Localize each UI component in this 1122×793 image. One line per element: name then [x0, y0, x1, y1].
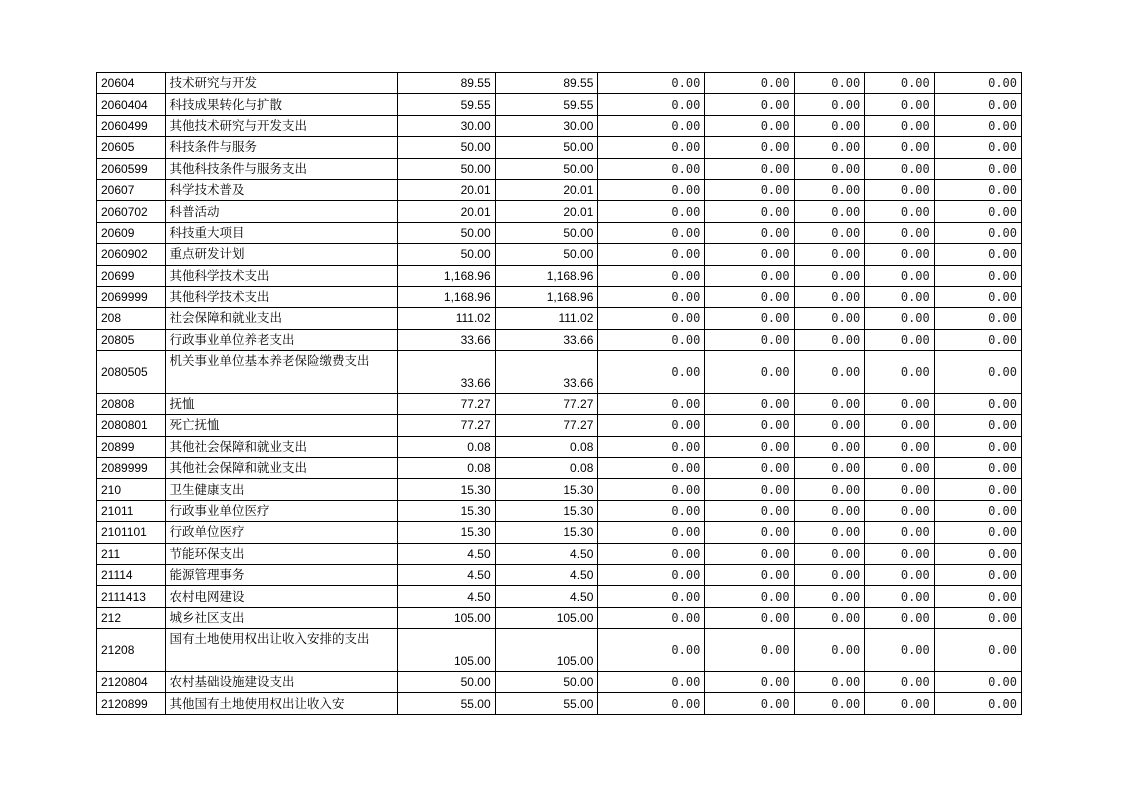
- subject-name-cell: 其他技术研究与开发支出: [165, 115, 398, 136]
- other-fund-cell: 0.00: [598, 265, 705, 286]
- total-amount-cell: 50.00: [398, 137, 496, 158]
- subject-name-cell: 行政事业单位养老支出: [165, 329, 398, 350]
- fiscal-amount-cell: 105.00: [495, 607, 598, 628]
- other-fund-cell: 0.00: [934, 607, 1021, 628]
- subject-code-cell: 2111413: [97, 586, 166, 607]
- other-fund-cell: 0.00: [934, 393, 1021, 414]
- other-fund-cell: 0.00: [865, 500, 935, 521]
- subject-name-cell: 其他科学技术支出: [165, 286, 398, 307]
- other-fund-cell: 0.00: [598, 436, 705, 457]
- other-fund-cell: 0.00: [865, 629, 935, 672]
- other-fund-cell: 0.00: [934, 458, 1021, 479]
- fiscal-amount-cell: 20.01: [495, 179, 598, 200]
- subject-code-cell: 20808: [97, 393, 166, 414]
- other-fund-cell: 0.00: [598, 393, 705, 414]
- other-fund-cell: 0.00: [934, 158, 1021, 179]
- other-fund-cell: 0.00: [794, 158, 865, 179]
- table-row: [97, 436, 1022, 457]
- other-fund-cell: 0.00: [794, 115, 865, 136]
- subject-code-cell: 20604: [97, 73, 166, 94]
- total-amount-cell: 105.00: [398, 629, 496, 672]
- other-fund-cell: 0.00: [794, 565, 865, 586]
- table-row: [97, 286, 1022, 307]
- table-row: [97, 415, 1022, 436]
- subject-name-cell: 卫生健康支出: [165, 479, 398, 500]
- other-fund-cell: 0.00: [794, 479, 865, 500]
- subject-code-cell: 208: [97, 308, 166, 329]
- table-row: [97, 629, 1022, 672]
- other-fund-cell: 0.00: [598, 415, 705, 436]
- other-fund-cell: 0.00: [794, 137, 865, 158]
- other-fund-cell: 0.00: [598, 671, 705, 692]
- other-fund-cell: 0.00: [794, 693, 865, 714]
- other-fund-cell: 0.00: [794, 522, 865, 543]
- subject-name-cell: 科技重大项目: [165, 222, 398, 243]
- other-fund-cell: 0.00: [705, 308, 794, 329]
- other-fund-cell: 0.00: [598, 73, 705, 94]
- fiscal-amount-cell: 4.50: [495, 565, 598, 586]
- fiscal-amount-cell: 50.00: [495, 158, 598, 179]
- other-fund-cell: 0.00: [705, 73, 794, 94]
- other-fund-cell: 0.00: [705, 179, 794, 200]
- subject-code-cell: 2060702: [97, 201, 166, 222]
- other-fund-cell: 0.00: [705, 565, 794, 586]
- other-fund-cell: 0.00: [598, 500, 705, 521]
- subject-name-cell: 农村电网建设: [165, 586, 398, 607]
- table-row: [97, 244, 1022, 265]
- subject-name-cell: 节能环保支出: [165, 543, 398, 564]
- other-fund-cell: 0.00: [598, 479, 705, 500]
- other-fund-cell: 0.00: [705, 543, 794, 564]
- subject-name-cell: 城乡社区支出: [165, 607, 398, 628]
- other-fund-cell: 0.00: [865, 308, 935, 329]
- total-amount-cell: 77.27: [398, 415, 496, 436]
- other-fund-cell: 0.00: [794, 244, 865, 265]
- total-amount-cell: 50.00: [398, 222, 496, 243]
- other-fund-cell: 0.00: [705, 415, 794, 436]
- other-fund-cell: 0.00: [865, 137, 935, 158]
- other-fund-cell: 0.00: [865, 671, 935, 692]
- other-fund-cell: 0.00: [794, 607, 865, 628]
- other-fund-cell: 0.00: [705, 137, 794, 158]
- other-fund-cell: 0.00: [865, 351, 935, 394]
- other-fund-cell: 0.00: [934, 565, 1021, 586]
- other-fund-cell: 0.00: [598, 137, 705, 158]
- total-amount-cell: 111.02: [398, 308, 496, 329]
- other-fund-cell: 0.00: [598, 286, 705, 307]
- other-fund-cell: 0.00: [705, 393, 794, 414]
- other-fund-cell: 0.00: [705, 222, 794, 243]
- other-fund-cell: 0.00: [794, 586, 865, 607]
- other-fund-cell: 0.00: [934, 94, 1021, 115]
- other-fund-cell: 0.00: [705, 629, 794, 672]
- table-row: [97, 671, 1022, 692]
- other-fund-cell: 0.00: [794, 73, 865, 94]
- other-fund-cell: 0.00: [598, 201, 705, 222]
- other-fund-cell: 0.00: [705, 500, 794, 521]
- total-amount-cell: 55.00: [398, 693, 496, 714]
- total-amount-cell: 1,168.96: [398, 265, 496, 286]
- fiscal-amount-cell: 4.50: [495, 543, 598, 564]
- table-row: [97, 94, 1022, 115]
- other-fund-cell: 0.00: [598, 94, 705, 115]
- other-fund-cell: 0.00: [934, 543, 1021, 564]
- table-row: [97, 607, 1022, 628]
- other-fund-cell: 0.00: [865, 244, 935, 265]
- other-fund-cell: 0.00: [934, 179, 1021, 200]
- subject-code-cell: 2120899: [97, 693, 166, 714]
- other-fund-cell: 0.00: [865, 543, 935, 564]
- other-fund-cell: 0.00: [705, 329, 794, 350]
- other-fund-cell: 0.00: [794, 671, 865, 692]
- other-fund-cell: 0.00: [598, 565, 705, 586]
- fiscal-amount-cell: 1,168.96: [495, 286, 598, 307]
- other-fund-cell: 0.00: [934, 222, 1021, 243]
- other-fund-cell: 0.00: [598, 586, 705, 607]
- other-fund-cell: 0.00: [794, 500, 865, 521]
- other-fund-cell: 0.00: [934, 137, 1021, 158]
- other-fund-cell: 0.00: [794, 94, 865, 115]
- other-fund-cell: 0.00: [598, 329, 705, 350]
- other-fund-cell: 0.00: [794, 179, 865, 200]
- other-fund-cell: 0.00: [934, 415, 1021, 436]
- table-row: [97, 265, 1022, 286]
- other-fund-cell: 0.00: [598, 158, 705, 179]
- subject-name-cell: 其他国有土地使用权出让收入安: [165, 693, 398, 714]
- table-row: [97, 393, 1022, 414]
- fiscal-amount-cell: 4.50: [495, 586, 598, 607]
- other-fund-cell: 0.00: [794, 415, 865, 436]
- other-fund-cell: 0.00: [705, 436, 794, 457]
- total-amount-cell: 15.30: [398, 479, 496, 500]
- table-row: [97, 522, 1022, 543]
- other-fund-cell: 0.00: [705, 115, 794, 136]
- subject-code-cell: 2089999: [97, 458, 166, 479]
- table-row: [97, 458, 1022, 479]
- table-row: [97, 351, 1022, 394]
- total-amount-cell: 0.08: [398, 458, 496, 479]
- other-fund-cell: 0.00: [934, 244, 1021, 265]
- other-fund-cell: 0.00: [865, 115, 935, 136]
- other-fund-cell: 0.00: [598, 607, 705, 628]
- table-body: [97, 73, 1022, 715]
- subject-name-cell: 死亡抚恤: [165, 415, 398, 436]
- other-fund-cell: 0.00: [705, 265, 794, 286]
- other-fund-cell: 0.00: [934, 671, 1021, 692]
- total-amount-cell: 59.55: [398, 94, 496, 115]
- other-fund-cell: 0.00: [705, 158, 794, 179]
- other-fund-cell: 0.00: [865, 565, 935, 586]
- table-row: [97, 479, 1022, 500]
- subject-name-cell: 农村基础设施建设支出: [165, 671, 398, 692]
- subject-code-cell: 21208: [97, 629, 166, 672]
- subject-name-cell: 其他社会保障和就业支出: [165, 436, 398, 457]
- table-row: [97, 222, 1022, 243]
- table-row: [97, 586, 1022, 607]
- subject-name-cell: 社会保障和就业支出: [165, 308, 398, 329]
- other-fund-cell: 0.00: [794, 436, 865, 457]
- other-fund-cell: 0.00: [934, 115, 1021, 136]
- total-amount-cell: 4.50: [398, 543, 496, 564]
- other-fund-cell: 0.00: [705, 479, 794, 500]
- subject-code-cell: 21011: [97, 500, 166, 521]
- other-fund-cell: 0.00: [705, 607, 794, 628]
- other-fund-cell: 0.00: [934, 308, 1021, 329]
- fiscal-amount-cell: 30.00: [495, 115, 598, 136]
- total-amount-cell: 50.00: [398, 244, 496, 265]
- subject-code-cell: 20899: [97, 436, 166, 457]
- other-fund-cell: 0.00: [934, 73, 1021, 94]
- fiscal-amount-cell: 0.08: [495, 458, 598, 479]
- fiscal-amount-cell: 111.02: [495, 308, 598, 329]
- total-amount-cell: 4.50: [398, 586, 496, 607]
- other-fund-cell: 0.00: [865, 607, 935, 628]
- table-row: [97, 693, 1022, 714]
- table-row: [97, 543, 1022, 564]
- total-amount-cell: 33.66: [398, 351, 496, 394]
- total-amount-cell: 15.30: [398, 522, 496, 543]
- subject-name-cell: 科学技术普及: [165, 179, 398, 200]
- fiscal-amount-cell: 15.30: [495, 479, 598, 500]
- total-amount-cell: 33.66: [398, 329, 496, 350]
- other-fund-cell: 0.00: [934, 522, 1021, 543]
- fiscal-amount-cell: 1,168.96: [495, 265, 598, 286]
- other-fund-cell: 0.00: [934, 351, 1021, 394]
- subject-code-cell: 2080505: [97, 351, 166, 394]
- other-fund-cell: 0.00: [705, 351, 794, 394]
- other-fund-cell: 0.00: [794, 329, 865, 350]
- subject-code-cell: 2101101: [97, 522, 166, 543]
- other-fund-cell: 0.00: [705, 671, 794, 692]
- subject-code-cell: 2069999: [97, 286, 166, 307]
- table-row: [97, 73, 1022, 94]
- total-amount-cell: 50.00: [398, 671, 496, 692]
- other-fund-cell: 0.00: [934, 479, 1021, 500]
- fiscal-amount-cell: 55.00: [495, 693, 598, 714]
- budget-expenditure-table: [96, 72, 1022, 715]
- subject-code-cell: 20805: [97, 329, 166, 350]
- total-amount-cell: 15.30: [398, 500, 496, 521]
- total-amount-cell: 50.00: [398, 158, 496, 179]
- other-fund-cell: 0.00: [794, 351, 865, 394]
- total-amount-cell: 1,168.96: [398, 286, 496, 307]
- other-fund-cell: 0.00: [865, 265, 935, 286]
- subject-code-cell: 20699: [97, 265, 166, 286]
- subject-code-cell: 210: [97, 479, 166, 500]
- other-fund-cell: 0.00: [865, 73, 935, 94]
- fiscal-amount-cell: 15.30: [495, 522, 598, 543]
- fiscal-amount-cell: 50.00: [495, 137, 598, 158]
- other-fund-cell: 0.00: [794, 629, 865, 672]
- other-fund-cell: 0.00: [865, 329, 935, 350]
- subject-name-cell: 国有土地使用权出让收入安排的支出: [165, 629, 398, 672]
- subject-code-cell: 2120804: [97, 671, 166, 692]
- other-fund-cell: 0.00: [934, 286, 1021, 307]
- subject-name-cell: 重点研发计划: [165, 244, 398, 265]
- other-fund-cell: 0.00: [794, 201, 865, 222]
- other-fund-cell: 0.00: [934, 500, 1021, 521]
- other-fund-cell: 0.00: [865, 158, 935, 179]
- subject-code-cell: 212: [97, 607, 166, 628]
- other-fund-cell: 0.00: [705, 94, 794, 115]
- subject-name-cell: 科普活动: [165, 201, 398, 222]
- other-fund-cell: 0.00: [865, 479, 935, 500]
- other-fund-cell: 0.00: [705, 693, 794, 714]
- other-fund-cell: 0.00: [794, 308, 865, 329]
- other-fund-cell: 0.00: [934, 586, 1021, 607]
- subject-name-cell: 其他科技条件与服务支出: [165, 158, 398, 179]
- other-fund-cell: 0.00: [794, 543, 865, 564]
- fiscal-amount-cell: 33.66: [495, 329, 598, 350]
- subject-name-cell: 抚恤: [165, 393, 398, 414]
- total-amount-cell: 105.00: [398, 607, 496, 628]
- subject-code-cell: 20609: [97, 222, 166, 243]
- total-amount-cell: 20.01: [398, 179, 496, 200]
- other-fund-cell: 0.00: [865, 586, 935, 607]
- fiscal-amount-cell: 89.55: [495, 73, 598, 94]
- other-fund-cell: 0.00: [598, 222, 705, 243]
- other-fund-cell: 0.00: [705, 522, 794, 543]
- table-row: [97, 308, 1022, 329]
- subject-name-cell: 其他社会保障和就业支出: [165, 458, 398, 479]
- other-fund-cell: 0.00: [865, 179, 935, 200]
- subject-name-cell: 能源管理事务: [165, 565, 398, 586]
- fiscal-amount-cell: 15.30: [495, 500, 598, 521]
- table-row: [97, 115, 1022, 136]
- other-fund-cell: 0.00: [865, 458, 935, 479]
- other-fund-cell: 0.00: [865, 286, 935, 307]
- other-fund-cell: 0.00: [705, 586, 794, 607]
- subject-name-cell: 科技条件与服务: [165, 137, 398, 158]
- subject-name-cell: 技术研究与开发: [165, 73, 398, 94]
- other-fund-cell: 0.00: [934, 265, 1021, 286]
- other-fund-cell: 0.00: [705, 458, 794, 479]
- other-fund-cell: 0.00: [598, 308, 705, 329]
- other-fund-cell: 0.00: [934, 436, 1021, 457]
- table-row: [97, 565, 1022, 586]
- other-fund-cell: 0.00: [865, 94, 935, 115]
- other-fund-cell: 0.00: [598, 543, 705, 564]
- subject-code-cell: 20607: [97, 179, 166, 200]
- other-fund-cell: 0.00: [865, 393, 935, 414]
- total-amount-cell: 4.50: [398, 565, 496, 586]
- total-amount-cell: 30.00: [398, 115, 496, 136]
- subject-code-cell: 2060902: [97, 244, 166, 265]
- other-fund-cell: 0.00: [598, 522, 705, 543]
- fiscal-amount-cell: 0.08: [495, 436, 598, 457]
- other-fund-cell: 0.00: [705, 244, 794, 265]
- subject-code-cell: 211: [97, 543, 166, 564]
- subject-code-cell: 20605: [97, 137, 166, 158]
- other-fund-cell: 0.00: [794, 393, 865, 414]
- other-fund-cell: 0.00: [934, 629, 1021, 672]
- subject-code-cell: 2060499: [97, 115, 166, 136]
- other-fund-cell: 0.00: [598, 458, 705, 479]
- subject-name-cell: 其他科学技术支出: [165, 265, 398, 286]
- other-fund-cell: 0.00: [865, 222, 935, 243]
- fiscal-amount-cell: 50.00: [495, 671, 598, 692]
- subject-name-cell: 机关事业单位基本养老保险缴费支出: [165, 351, 398, 394]
- other-fund-cell: 0.00: [598, 351, 705, 394]
- other-fund-cell: 0.00: [865, 693, 935, 714]
- fiscal-amount-cell: 33.66: [495, 351, 598, 394]
- fiscal-amount-cell: 50.00: [495, 222, 598, 243]
- other-fund-cell: 0.00: [934, 329, 1021, 350]
- other-fund-cell: 0.00: [705, 201, 794, 222]
- fiscal-amount-cell: 77.27: [495, 415, 598, 436]
- total-amount-cell: 77.27: [398, 393, 496, 414]
- fiscal-amount-cell: 77.27: [495, 393, 598, 414]
- table-row: [97, 329, 1022, 350]
- other-fund-cell: 0.00: [934, 201, 1021, 222]
- fiscal-amount-cell: 50.00: [495, 244, 598, 265]
- other-fund-cell: 0.00: [865, 436, 935, 457]
- other-fund-cell: 0.00: [598, 693, 705, 714]
- subject-name-cell: 科技成果转化与扩散: [165, 94, 398, 115]
- total-amount-cell: 0.08: [398, 436, 496, 457]
- other-fund-cell: 0.00: [598, 244, 705, 265]
- table-row: [97, 179, 1022, 200]
- fiscal-amount-cell: 105.00: [495, 629, 598, 672]
- table-row: [97, 137, 1022, 158]
- subject-name-cell: 行政事业单位医疗: [165, 500, 398, 521]
- fiscal-amount-cell: 59.55: [495, 94, 598, 115]
- subject-code-cell: 2080801: [97, 415, 166, 436]
- subject-code-cell: 21114: [97, 565, 166, 586]
- table-row: [97, 158, 1022, 179]
- other-fund-cell: 0.00: [934, 693, 1021, 714]
- other-fund-cell: 0.00: [598, 629, 705, 672]
- other-fund-cell: 0.00: [794, 265, 865, 286]
- other-fund-cell: 0.00: [865, 522, 935, 543]
- subject-code-cell: 2060404: [97, 94, 166, 115]
- total-amount-cell: 20.01: [398, 201, 496, 222]
- subject-name-cell: 行政单位医疗: [165, 522, 398, 543]
- other-fund-cell: 0.00: [794, 458, 865, 479]
- other-fund-cell: 0.00: [705, 286, 794, 307]
- other-fund-cell: 0.00: [598, 179, 705, 200]
- fiscal-amount-cell: 20.01: [495, 201, 598, 222]
- other-fund-cell: 0.00: [794, 222, 865, 243]
- other-fund-cell: 0.00: [865, 201, 935, 222]
- other-fund-cell: 0.00: [865, 415, 935, 436]
- total-amount-cell: 89.55: [398, 73, 496, 94]
- other-fund-cell: 0.00: [598, 115, 705, 136]
- table-row: [97, 500, 1022, 521]
- subject-code-cell: 2060599: [97, 158, 166, 179]
- other-fund-cell: 0.00: [794, 286, 865, 307]
- table-row: [97, 201, 1022, 222]
